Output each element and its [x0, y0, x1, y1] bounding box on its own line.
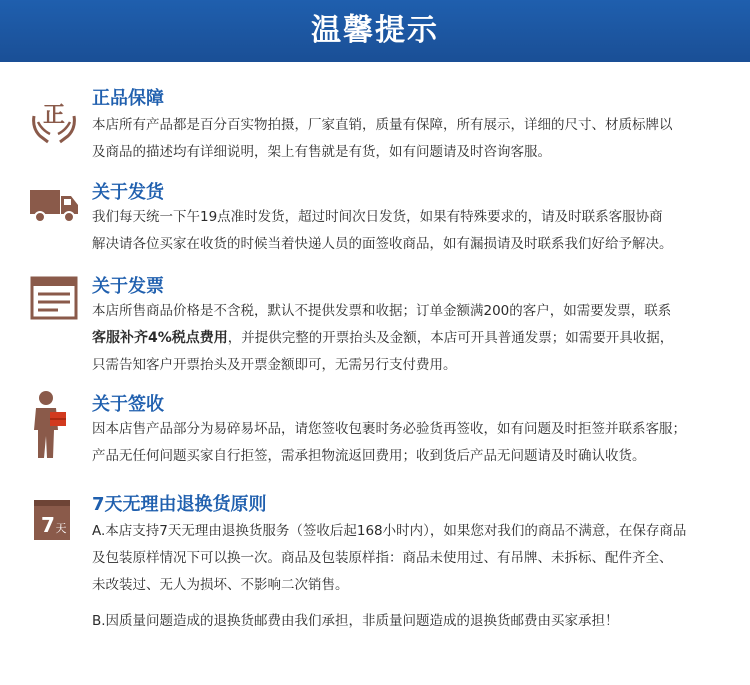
section-title: 正品保障: [92, 88, 164, 109]
body-line: 及商品的描述均有详细说明，架上有售就是有货，如有问题请及时咨询客服。: [92, 144, 551, 160]
seven-day-calendar-icon: [28, 494, 80, 546]
section-body: [92, 112, 732, 166]
svg-text:正: 正: [42, 103, 66, 128]
body-line: 只需告知客户开票抬头及开票金额即可，无需另行支付费用。: [92, 357, 457, 373]
body-line: 及包装原样情况下可以换一次。商品及包装原样指：商品未使用过、有吊牌、未拆标、配件齐全、: [92, 550, 673, 566]
page-title: 温馨提示: [311, 13, 439, 48]
body-line: 产品无任何问题买家自行拒签，需承担物流返回费用；收到货后产品无问题请及时确认收货。: [92, 448, 646, 464]
body-line: 我们每天统一下午19点准时发货，超过时间次日发货，如果有特殊要求的，请及时联系客服协商: [92, 209, 663, 225]
tax-note-strong: 客服补齐4%税点费用: [92, 330, 228, 346]
section-title: 关于签收: [92, 394, 164, 415]
calendar-unit: 天: [55, 522, 67, 535]
section-body: [92, 518, 732, 599]
body-line: 未改装过、无人为损坏、不影响二次销售。: [92, 577, 349, 593]
section-title: 关于发货: [92, 182, 164, 203]
hands-zheng-icon: [28, 94, 80, 146]
body-line: 因本店售产品部分为易碎易坏品，请您签收包裹时务必验货再签收，如有问题及时拒签并联系客服；: [92, 421, 686, 437]
body-line: 解决请各位买家在收货的时候当着快递人员的面签收商品，如有漏损请及时联系我们好给予解决。: [92, 236, 673, 252]
section-title: 7天无理由退换货原则: [92, 494, 267, 515]
section-body: [92, 416, 732, 470]
person-holding-box-icon: [28, 390, 80, 442]
body-line: B.因质量问题造成的退换货邮费由我们承担，非质量问题造成的退换货邮费由买家承担！: [92, 613, 619, 629]
body-line: A.本店支持7天无理由退换货服务（签收后起168小时内），如果您对我们的商品不满意，在保存商品: [92, 523, 687, 539]
invoice-form-icon: [28, 274, 80, 326]
header-banner: [0, 0, 750, 62]
calendar-number: 7: [41, 513, 55, 537]
body-line: [92, 325, 732, 352]
section-title: 关于发票: [92, 276, 164, 297]
shipping-cost-note: [92, 608, 732, 635]
body-line: 本店所有产品都是百分百实物拍摄，厂家直销，质量有保障，所有展示，详细的尺寸、材质标牌以: [92, 117, 673, 133]
delivery-truck-icon: [28, 182, 80, 234]
section-body: [92, 204, 732, 258]
body-text: ，并提供完整的开票抬头及金额，本店可开具普通发票；如需要开具收据，: [227, 330, 674, 346]
body-line: 本店所售商品价格是不含税，默认不提供发票和收据；订单金额满200的客户，如需要发票，联系: [92, 303, 672, 319]
section-body: [92, 298, 732, 379]
